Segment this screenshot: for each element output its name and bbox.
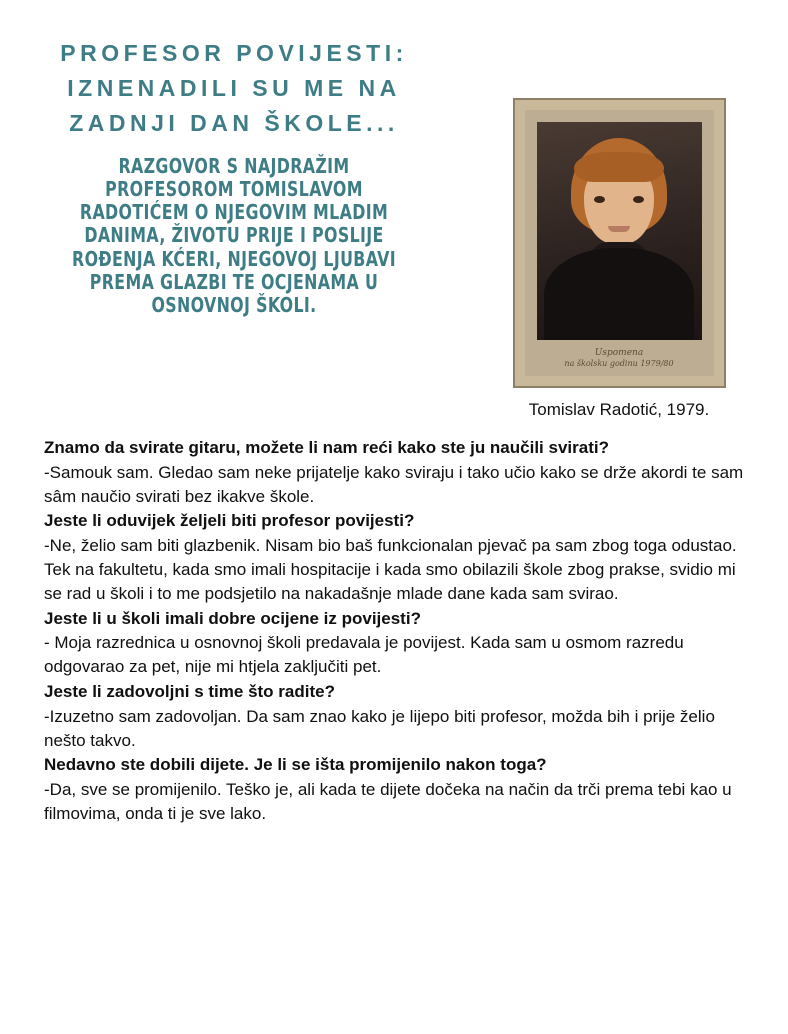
photo-column [494, 28, 744, 420]
photo-inscription-line1: Uspomena [594, 348, 644, 359]
portrait-fringe [574, 152, 664, 182]
interview-question: Jeste li oduvijek željeli biti profesor povijesti? [44, 511, 415, 531]
interview-question: Jeste li u školi imali dobre ocijene iz povijesti? [44, 608, 421, 628]
portrait-photo [513, 98, 726, 388]
photo-inscription [525, 347, 714, 370]
portrait-body [544, 248, 694, 340]
interview-answer: -Ne, želio sam biti glazbenik. Nisam bio baš funkcionalan pjevač pa sam zbog toga odustao. Tek na fakultetu, kada smo imali hospitacije i kada smo obilazili škole zbog prakse, svidio mi se rad u školi i to me podsjetilo na nakadašnje mlade dane kada sam svirao. [44, 536, 737, 603]
interview-answer: - Moja razrednica u osnovnoj školi predavala je povijest. Kada sam u osmom razredu odgovarao za pet, nije mi htjela zaključiti pet. [44, 633, 684, 677]
interview-question: Nedavno ste dobili dijete. Je li se išta promijenilo nakon toga? [44, 755, 547, 775]
photo-mat [525, 110, 714, 376]
interview-answer: -Da, sve se promijenilo. Teško je, ali kada te dijete dočeka na način da trči prema tebi kao u filmovima, onda ti je sve lako. [44, 780, 732, 823]
portrait-eye-right [633, 196, 644, 203]
portrait-eye-left [594, 196, 605, 203]
photo-image [537, 122, 702, 340]
interview-answer: -Izuzetno sam zadovoljan. Da sam znao kako je lijepo biti profesor, možda bih i prije želio nešto takvo. [44, 706, 715, 750]
header-text-column [44, 28, 424, 317]
interview-answer: -Samouk sam. Gledao sam neke prijatelje kako sviraju i tako učio kako se drže akordi te sam sâm naučio svirati bez ikakve škole. [44, 462, 744, 506]
photo-inscription-line2: na školsku godinu 1979/80 [564, 359, 674, 369]
page-title: PROFESOR POVIJESTI: IZNENADILI SU ME NA ZADNJI DAN ŠKOLE... [60, 40, 408, 136]
interview-body [44, 436, 744, 826]
interview-question: Jeste li zadovoljni s time što radite? [44, 681, 335, 701]
article-standfirst: RAZGOVOR S NAJDRAŽIM PROFESOROM TOMISLAVOM RADOTIĆEM O NJEGOVIM MLADIM DANIMA, ŽIVOTU PRIJE I POSLIJE ROĐENJA KĆERI, NJEGOVOJ LJUBAVI PREMA GLAZBI TE OCJENAMA U OSNOVNOJ ŠKOLI. [72, 153, 396, 317]
photo-caption: Tomislav Radotić, 1979. [528, 400, 710, 419]
article-header [44, 28, 744, 420]
portrait-mouth [608, 226, 630, 232]
interview-question: Znamo da svirate gitaru, možete li nam reći kako ste ju naučili svirati? [44, 438, 609, 457]
